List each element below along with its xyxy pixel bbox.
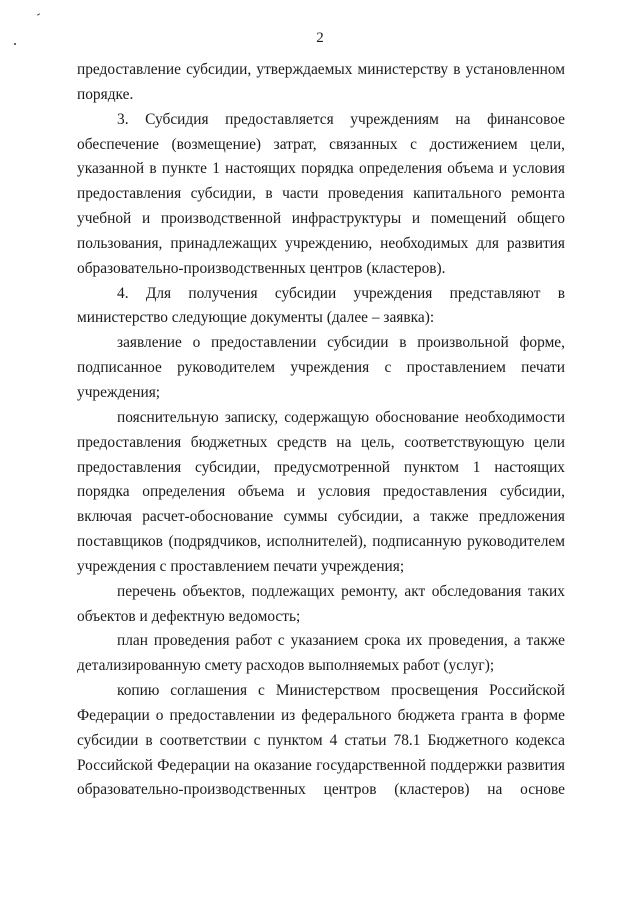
- paragraph-item-3: 3. Субсидия предоставляется учреждениям на финансовое обеспечение (возмещение) затрат, связанных с достижением цели, указанной в пункте 1 настоящих порядка определения объема и условия предоставления субсидии, в части проведения капитального ремонта учебной и производственной инфраструктуры и помещений общего пользования, принадлежащих учреждению, необходимых для развития образовательно-производственных центров (кластеров).: [77, 110, 565, 277]
- paragraph-agreement-copy: копию соглашения с Министерством просвещения Российской Федерации о предоставлении из федерального бюджета гранта в форме субсидии в соответствии с пунктом 4 статьи 78.1 Бюджетного кодекса Российской Федерации на оказание государственной поддержки развития образовательно-производственных центров (кластеров) на основе: [77, 682, 565, 799]
- page-number: 2: [316, 30, 324, 46]
- paragraph-explanatory-note: пояснительную записку, содержащую обоснование необходимости предоставления бюджетных средств на цель, соответствующую цели предоставления субсидии, предусмотренной пунктом 1 настоящих порядка определения объема и условия предоставления субсидии, включая расчет-обоснование суммы субсидии, а также предложения поставщиков (подрядчиков, исполнителей), подписанную руководителем учреждения с проставлением печати учреждения;: [77, 408, 565, 575]
- scan-mark: [37, 13, 40, 15]
- paragraph-object-list: перечень объектов, подлежащих ремонту, акт обследования таких объектов и дефектную ведомость;: [77, 582, 565, 625]
- paragraph-work-plan: план проведения работ с указанием срока их проведения, а также детализированную смету расходов выполняемых работ (услуг);: [77, 632, 565, 675]
- paragraph-application: заявление о предоставлении субсидии в произвольной форме, подписанное руководителем учреждения с проставлением печати учреждения;: [77, 334, 565, 401]
- paragraph-item-4: 4. Для получения субсидии учреждения представляют в министерство следующие документы (далее – заявка):: [77, 284, 565, 327]
- document-body: [77, 58, 565, 803]
- paragraph-continuation: предоставление субсидии, утверждаемых министерству в установленном порядке.: [77, 61, 565, 103]
